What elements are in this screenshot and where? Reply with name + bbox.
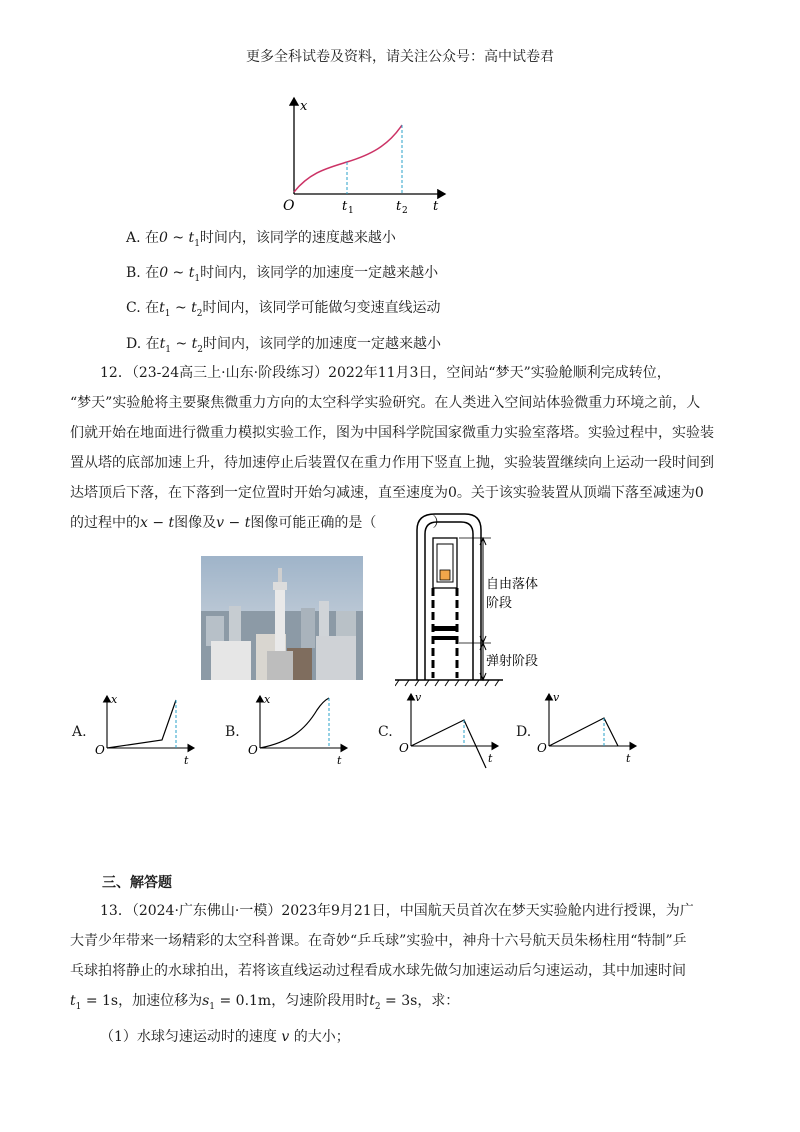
svg-text:t: t: [626, 752, 631, 765]
q11-curve: [294, 125, 402, 192]
q12-choice-b-graph: [245, 690, 357, 772]
svg-text:x: x: [264, 693, 271, 706]
q12-choice-a-letter: A.: [72, 724, 87, 740]
q11-x-label: x: [300, 99, 308, 114]
q13-stem: [70, 896, 732, 1052]
svg-text:v: v: [415, 691, 422, 704]
q11-t1-label: t: [342, 199, 348, 214]
q13-line: 乓球拍将静止的水球拍出，若将该直线运动过程看成水球先做匀加速运动后匀速运动，其中加速时间: [70, 963, 686, 979]
q11-t1-sub: 1: [348, 206, 354, 216]
q13-line: 大青少年带来一场精彩的太空科普课。在奇妙“乒乓球”实验中，神舟十六号航天员朱杨柱用“特制”乒: [70, 933, 687, 949]
q12-choice-a-graph: [92, 690, 204, 772]
q13-line: $t_1 = 1s$，加速位移为$s_1 = 0.1m$，匀速阶段用时$t_2 = 3s$，求：: [70, 993, 460, 1012]
tower-label-free-fall: 自由落体: [486, 577, 539, 592]
q11-t-label: t: [433, 199, 439, 214]
q11-t2-label: t: [396, 199, 402, 214]
drop-tower-schematic: [395, 508, 560, 688]
q12-line: 12．（23-24高三上·山东·阶段练习）2022年11月3日，空间站“梦天”实验舱顺利完成转位，: [100, 365, 671, 381]
tower-label-stage: 阶段: [486, 596, 513, 611]
q12-choice-c-letter: C.: [378, 724, 393, 740]
page-header: 更多全科试卷及资料，请关注公众号：高中试卷君: [246, 49, 554, 65]
q11-option-d: D. 在$t_1$ ~ $t_2$时间内，该同学的加速度一定越来越小: [126, 336, 442, 355]
svg-text:O: O: [537, 741, 547, 755]
q12-line: “梦天”实验舱将主要聚焦微重力方向的太空科学实验研究。在人类进入空间站体验微重力环境之前，人: [70, 395, 701, 411]
svg-text:x: x: [111, 693, 118, 706]
svg-text:t: t: [488, 752, 493, 765]
drop-tower-photo: [201, 556, 363, 680]
q12-line: 的过程中的x − t图像及v − t图像可能正确的是（ ）: [70, 515, 447, 531]
q12-choice-b-letter: B.: [225, 724, 240, 740]
q11-option-a: A. 在0 ~ $t_1$时间内，该同学的速度越来越小: [126, 230, 396, 249]
q12-line: 达塔顶后下落，在下落到一定位置时开始匀减速，直至速度为0。关于该实验装置从顶端下落至减速为0: [70, 485, 704, 501]
section-heading: 三、解答题: [102, 875, 172, 891]
svg-text:t: t: [184, 754, 189, 767]
svg-text:t: t: [337, 754, 342, 767]
q12-choice-c-graph: [396, 688, 508, 772]
q12-choice-d-graph: [534, 688, 646, 772]
q12-line: 置从塔的底部加速上升，待加速停止后装置仅在重力作用下竖直上抛，实验装置继续向上运动一段时间到: [70, 455, 714, 471]
q13-line: 13．（2024·广东佛山·一模）2023年9月21日，中国航天员首次在梦天实验舱内进行授课，为广: [100, 903, 694, 919]
q11-option-c: C. 在$t_1$ ~ $t_2$时间内，该同学可能做匀变速直线运动: [126, 300, 441, 319]
q13-subquestion-1: （1）水球匀速运动时的速度 v 的大小；: [100, 1028, 350, 1045]
q11-origin-label: O: [283, 198, 295, 214]
svg-text:O: O: [248, 743, 258, 757]
svg-text:O: O: [399, 741, 409, 755]
q11-option-b: B. 在0 ~ $t_1$时间内，该同学的加速度一定越来越小: [126, 265, 439, 284]
q11-xt-graph: [270, 92, 460, 217]
q11-t2-sub: 2: [402, 206, 408, 216]
q12-choice-d-letter: D.: [516, 724, 532, 740]
svg-text:O: O: [95, 743, 105, 757]
svg-text:v: v: [553, 691, 560, 704]
q12-line: 们就开始在地面进行微重力模拟实验工作，图为中国科学院国家微重力实验室落塔。实验过程中，实验装: [70, 425, 714, 441]
tower-label-eject: 弹射阶段: [486, 654, 539, 669]
